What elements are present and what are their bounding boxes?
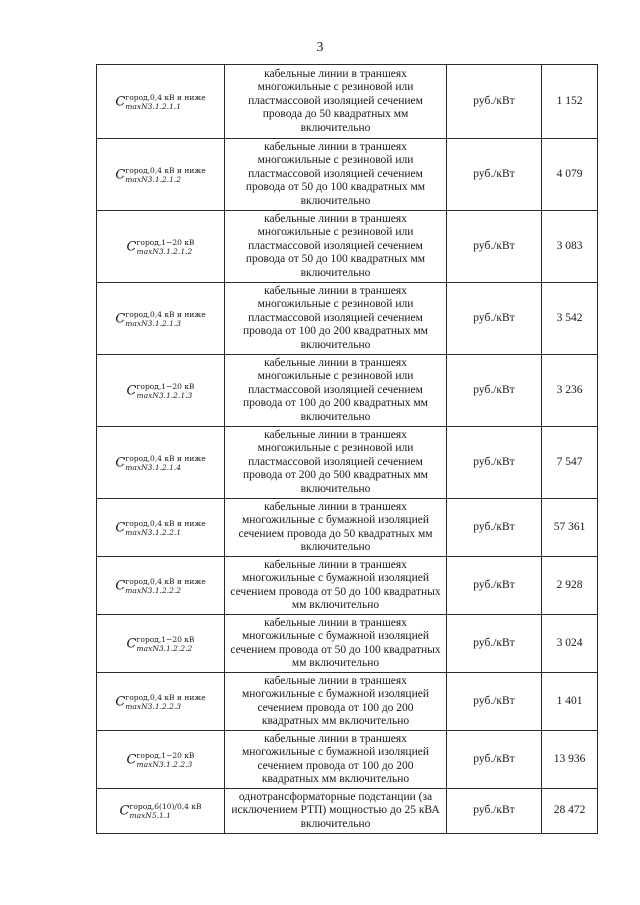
symbol-indices <box>125 693 205 711</box>
value-cell: 2 928 <box>542 557 598 615</box>
symbol-superscript: город,0,4 кВ и ниже <box>125 576 206 586</box>
symbol-indices <box>125 454 205 472</box>
unit-cell: руб./кВт <box>447 139 542 211</box>
unit-cell: руб./кВт <box>447 211 542 283</box>
tariff-table-body <box>97 65 598 834</box>
tariff-code-cell <box>97 65 225 139</box>
value-cell: 57 361 <box>542 499 598 557</box>
table-row <box>97 615 598 673</box>
tariff-code-cell <box>97 283 225 355</box>
tariff-symbol <box>120 802 202 820</box>
symbol-indices <box>137 238 195 256</box>
symbol-subscript: maxN3.1.2.2.3 <box>125 701 182 711</box>
symbol-subscript: maxN3.1.2.1.3 <box>125 318 182 328</box>
tariff-code-cell <box>97 139 225 211</box>
tariff-symbol <box>115 166 205 184</box>
symbol-superscript: город,1−20 кВ <box>136 750 195 760</box>
symbol-indices <box>137 751 195 769</box>
tariff-code-cell <box>97 789 225 834</box>
symbol-indices <box>125 577 205 595</box>
symbol-indices <box>137 635 195 653</box>
value-cell: 13 936 <box>542 731 598 789</box>
symbol-indices <box>125 519 205 537</box>
symbol-superscript: город,1−20 кВ <box>136 237 195 247</box>
tariff-symbol <box>127 751 195 769</box>
symbol-indices <box>137 382 195 400</box>
unit-cell: руб./кВт <box>447 557 542 615</box>
tariff-symbol <box>127 635 195 653</box>
value-cell: 3 542 <box>542 283 598 355</box>
symbol-superscript: город,0,4 кВ и ниже <box>125 518 206 528</box>
symbol-subscript: maxN3.1.2.2.2 <box>125 585 182 595</box>
symbol-superscript: город,6(10)/0,4 кВ <box>129 802 202 811</box>
tariff-symbol <box>115 454 205 472</box>
description-cell: кабельные линии в траншеях многожильные с резиновой или пластмассовой изоляцией сечением провода от 200 до 500 квадратных мм включительно <box>225 427 447 499</box>
description-cell: кабельные линии в траншеях многожильные с бумажной изоляцией сечением провода от 100 до 200 квадратных мм включительно <box>225 673 447 731</box>
tariff-code-cell <box>97 731 225 789</box>
description-cell: кабельные линии в траншеях многожильные с резиновой или пластмассовой изоляцией сечением провода от 50 до 100 квадратных мм включительно <box>225 211 447 283</box>
tariff-code-cell <box>97 615 225 673</box>
tariff-symbol <box>127 382 195 400</box>
description-cell: кабельные линии в траншеях многожильные с резиновой или пластмассовой изоляцией сечением провода до 50 квадратных мм включительно <box>225 65 447 139</box>
tariff-code-cell <box>97 557 225 615</box>
symbol-superscript: город,0,4 кВ и ниже <box>125 92 206 102</box>
symbol-letter: C <box>115 166 126 182</box>
tariff-code-cell <box>97 673 225 731</box>
table-row <box>97 499 598 557</box>
table-row <box>97 557 598 615</box>
tariff-table <box>96 64 598 834</box>
symbol-letter: C <box>115 454 126 470</box>
symbol-subscript: maxN3.1.2.2.3 <box>136 759 193 769</box>
symbol-indices <box>129 802 201 820</box>
description-cell: кабельные линии в траншеях многожильные с бумажной изоляцией сечением провода от 100 до 200 квадратных мм включительно <box>225 731 447 789</box>
symbol-letter: C <box>115 693 126 709</box>
symbol-subscript: maxN3.1.2.1.4 <box>125 462 182 472</box>
value-cell: 1 401 <box>542 673 598 731</box>
table-row <box>97 283 598 355</box>
symbol-indices <box>125 166 205 184</box>
symbol-subscript: maxN3.1.2.1.2 <box>125 174 182 184</box>
tariff-code-cell <box>97 427 225 499</box>
symbol-subscript: maxN3.1.2.1.3 <box>136 390 193 400</box>
unit-cell: руб./кВт <box>447 673 542 731</box>
table-row <box>97 427 598 499</box>
table-row <box>97 139 598 211</box>
symbol-letter: C <box>115 93 126 109</box>
description-cell: кабельные линии в траншеях многожильные с резиновой или пластмассовой изоляцией сечением провода от 50 до 100 квадратных мм включительно <box>225 139 447 211</box>
value-cell: 1 152 <box>542 65 598 139</box>
description-cell: однотрансформаторные подстанции (за исключением РТП) мощностью до 25 кВА включительно <box>225 789 447 834</box>
description-cell: кабельные линии в траншеях многожильные с резиновой или пластмассовой изоляцией сечением провода от 100 до 200 квадратных мм включительно <box>225 355 447 427</box>
unit-cell: руб./кВт <box>447 65 542 139</box>
unit-cell: руб./кВт <box>447 731 542 789</box>
symbol-letter: C <box>115 519 126 535</box>
unit-cell: руб./кВт <box>447 355 542 427</box>
unit-cell: руб./кВт <box>447 789 542 834</box>
unit-cell: руб./кВт <box>447 427 542 499</box>
symbol-superscript: город,0,4 кВ и ниже <box>125 309 206 319</box>
symbol-letter: C <box>115 577 126 593</box>
symbol-indices <box>125 93 205 111</box>
table-row <box>97 211 598 283</box>
tariff-symbol <box>127 238 195 256</box>
symbol-superscript: город,1−20 кВ <box>136 381 195 391</box>
symbol-superscript: город,1−20 кВ <box>136 634 195 644</box>
tariff-code-cell <box>97 211 225 283</box>
value-cell: 3 083 <box>542 211 598 283</box>
symbol-subscript: maxN5.1.1 <box>129 811 171 820</box>
unit-cell: руб./кВт <box>447 499 542 557</box>
table-row <box>97 789 598 834</box>
value-cell: 4 079 <box>542 139 598 211</box>
value-cell: 3 024 <box>542 615 598 673</box>
symbol-subscript: maxN3.1.2.1.1 <box>125 101 182 111</box>
value-cell: 7 547 <box>542 427 598 499</box>
tariff-code-cell <box>97 355 225 427</box>
table-row <box>97 731 598 789</box>
tariff-symbol <box>115 693 205 711</box>
symbol-superscript: город,0,4 кВ и ниже <box>125 692 206 702</box>
symbol-letter: C <box>115 310 126 326</box>
symbol-letter: C <box>126 751 137 767</box>
symbol-subscript: maxN3.1.2.1.2 <box>136 246 193 256</box>
description-cell: кабельные линии в траншеях многожильные с бумажной изоляцией сечением провода от 50 до 100 квадратных мм включительно <box>225 615 447 673</box>
tariff-symbol <box>115 93 205 111</box>
symbol-letter: C <box>126 635 137 651</box>
description-cell: кабельные линии в траншеях многожильные с резиновой или пластмассовой изоляцией сечением провода от 100 до 200 квадратных мм включительно <box>225 283 447 355</box>
symbol-letter: C <box>126 238 137 254</box>
unit-cell: руб./кВт <box>447 615 542 673</box>
page-number: 3 <box>316 40 324 55</box>
tariff-symbol <box>115 519 205 537</box>
tariff-symbol <box>115 310 205 328</box>
value-cell: 28 472 <box>542 789 598 834</box>
tariff-symbol <box>115 577 205 595</box>
unit-cell: руб./кВт <box>447 283 542 355</box>
symbol-superscript: город,0,4 кВ и ниже <box>125 165 206 175</box>
symbol-superscript: город,0,4 кВ и ниже <box>125 453 206 463</box>
description-cell: кабельные линии в траншеях многожильные с бумажной изоляцией сечением провода до 50 квадратных мм включительно <box>225 499 447 557</box>
symbol-indices <box>125 310 205 328</box>
table-row <box>97 673 598 731</box>
value-cell: 3 236 <box>542 355 598 427</box>
symbol-subscript: maxN3.1.2.2.2 <box>136 643 193 653</box>
symbol-subscript: maxN3.1.2.2.1 <box>125 527 182 537</box>
symbol-letter: C <box>119 803 130 819</box>
tariff-code-cell <box>97 499 225 557</box>
symbol-letter: C <box>126 382 137 398</box>
table-row <box>97 355 598 427</box>
table-row <box>97 65 598 139</box>
description-cell: кабельные линии в траншеях многожильные с бумажной изоляцией сечением провода от 50 до 100 квадратных мм включительно <box>225 557 447 615</box>
